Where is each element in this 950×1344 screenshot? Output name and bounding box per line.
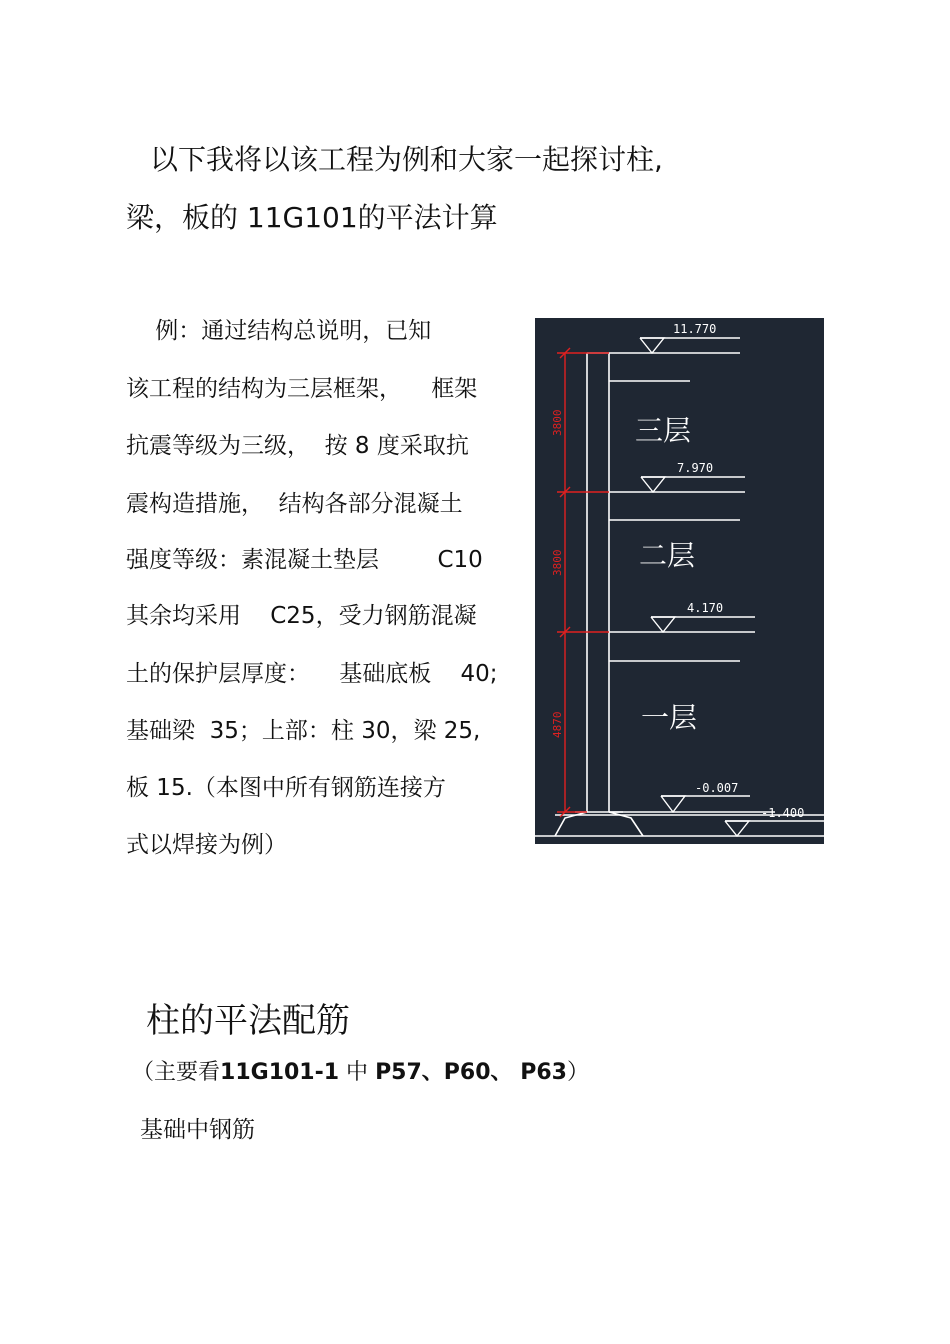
section-subheading: 基础中钢筋	[140, 1117, 255, 1143]
elevation-label: -0.007	[695, 781, 739, 795]
dimension-label: 3800	[551, 409, 564, 436]
description-line: 其余均采用 C25，受力钢筋混凝	[126, 603, 477, 629]
description-line: 抗震等级为三级， 按 8 度采取抗	[126, 433, 469, 459]
ref-prefix: （主要看	[132, 1060, 221, 1085]
floor-label: 一层	[641, 701, 698, 734]
description-line: 土的保护层厚度： 基础底板 40;	[126, 661, 498, 687]
ref-pages: P57、P60、 P63	[375, 1060, 567, 1085]
section-title: 柱的平法配筋	[146, 1001, 350, 1041]
floor-label: 三层	[635, 414, 692, 447]
description-line: 板 15.（本图中所有钢筋连接方	[126, 775, 446, 801]
description-line: 强度等级：素混凝土垫层 C10	[126, 547, 483, 573]
ref-book: 11G101-1	[220, 1060, 340, 1085]
section-reference	[132, 1058, 589, 1088]
elevation-label: 7.970	[677, 461, 714, 475]
elevation-label: -1.400	[761, 806, 805, 820]
floor-label: 二层	[639, 539, 696, 572]
description-line: 该工程的结构为三层框架， 框架	[126, 376, 478, 402]
ref-suffix: ）	[566, 1060, 589, 1085]
elevation-label: 11.770	[673, 322, 717, 336]
intro-line-1: 以下我将以该工程为例和大家一起探讨柱,	[150, 143, 663, 176]
description-line: 基础梁 35；上部：柱 30，梁 25,	[126, 718, 481, 744]
ref-mid: 中	[339, 1060, 376, 1085]
dimension-label: 3800	[551, 549, 564, 576]
description-line: 式以焊接为例）	[126, 832, 287, 858]
elevation-label: 4.170	[687, 601, 724, 615]
dimension-label: 4870	[551, 711, 564, 738]
description-line: 例：通过结构总说明，已知	[126, 318, 432, 344]
description-line: 震构造措施， 结构各部分混凝土	[126, 491, 463, 517]
drawing-background	[535, 318, 824, 844]
structure-elevation-drawing	[535, 318, 824, 844]
intro-line-2: 梁，板的 11G101的平法计算	[126, 201, 498, 234]
